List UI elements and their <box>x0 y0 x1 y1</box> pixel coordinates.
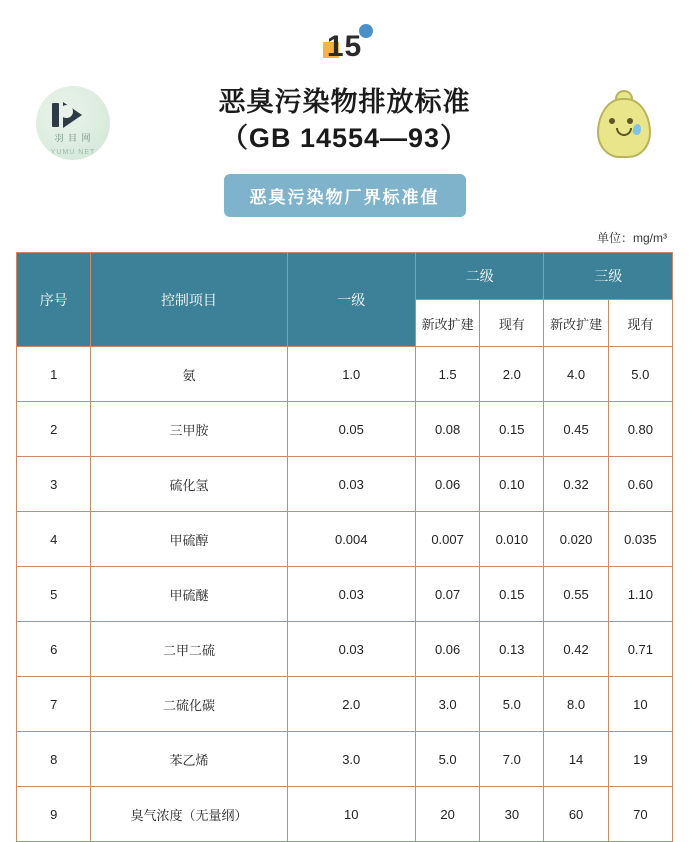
cell-level2-existing: 0.010 <box>480 512 544 567</box>
cell-level2-existing: 2.0 <box>480 347 544 402</box>
cell-level3-existing: 0.71 <box>608 622 672 677</box>
cell-level3-new: 4.0 <box>544 347 608 402</box>
cell-level3-existing: 0.035 <box>608 512 672 567</box>
cell-level2-new: 0.08 <box>415 402 479 457</box>
cell-index: 2 <box>17 402 91 457</box>
cell-level2-existing: 30 <box>480 787 544 842</box>
standards-table-wrap <box>16 252 673 842</box>
cell-level2-existing: 0.15 <box>480 567 544 622</box>
table-row <box>17 512 673 567</box>
cell-level3-existing: 10 <box>608 677 672 732</box>
header-level3-new: 新改扩建 <box>544 300 608 347</box>
table-row <box>17 402 673 457</box>
cell-level1: 0.03 <box>287 622 415 677</box>
cell-level3-existing: 1.10 <box>608 567 672 622</box>
cell-level1: 0.05 <box>287 402 415 457</box>
table-header-row-1 <box>17 253 673 300</box>
logo-bar-shape <box>52 103 59 127</box>
header-level1: 一级 <box>287 253 415 347</box>
header-level3-existing: 现有 <box>608 300 672 347</box>
cell-level2-existing: 0.13 <box>480 622 544 677</box>
page-number-area <box>0 0 689 78</box>
cell-level1: 0.004 <box>287 512 415 567</box>
cell-level2-new: 0.07 <box>415 567 479 622</box>
cell-level3-existing: 0.80 <box>608 402 672 457</box>
cell-level3-new: 0.55 <box>544 567 608 622</box>
cell-level2-existing: 7.0 <box>480 732 544 787</box>
cell-level3-new: 14 <box>544 732 608 787</box>
cell-index: 1 <box>17 347 91 402</box>
cell-level3-new: 8.0 <box>544 677 608 732</box>
mascot-icon <box>589 88 655 160</box>
table-head <box>17 253 673 347</box>
table-row <box>17 677 673 732</box>
cell-level2-new: 0.06 <box>415 622 479 677</box>
section-banner: 恶臭污染物厂界标准值 <box>224 174 466 217</box>
cell-item: 苯乙烯 <box>91 732 287 787</box>
cell-item: 二硫化碳 <box>91 677 287 732</box>
title-row <box>0 78 689 170</box>
cell-level3-new: 0.42 <box>544 622 608 677</box>
cell-index: 4 <box>17 512 91 567</box>
cell-item: 二甲二硫 <box>91 622 287 677</box>
table-row <box>17 732 673 787</box>
page-number: 15 <box>326 30 363 63</box>
cell-item: 氨 <box>91 347 287 402</box>
cell-level2-existing: 5.0 <box>480 677 544 732</box>
cell-level2-existing: 0.10 <box>480 457 544 512</box>
cell-level1: 3.0 <box>287 732 415 787</box>
cell-level2-new: 20 <box>415 787 479 842</box>
header-index: 序号 <box>17 253 91 347</box>
title-line-2: （GB 14554—93） <box>220 123 469 153</box>
cell-level2-new: 3.0 <box>415 677 479 732</box>
cell-item: 臭气浓度（无量纲） <box>91 787 287 842</box>
cell-index: 5 <box>17 567 91 622</box>
header-level2-existing: 现有 <box>480 300 544 347</box>
mascot-eye-left <box>609 118 615 124</box>
logo-circle-shape <box>60 105 73 118</box>
cell-level2-new: 0.06 <box>415 457 479 512</box>
table-row <box>17 787 673 842</box>
header-level3: 三级 <box>544 253 673 300</box>
standards-table <box>16 252 673 842</box>
unit-note: 单位：mg/m³ <box>597 231 667 245</box>
cell-level1: 2.0 <box>287 677 415 732</box>
cell-level1: 10 <box>287 787 415 842</box>
cell-item: 甲硫醚 <box>91 567 287 622</box>
cell-level3-new: 60 <box>544 787 608 842</box>
cell-item: 硫化氢 <box>91 457 287 512</box>
cell-level3-existing: 0.60 <box>608 457 672 512</box>
cell-level3-existing: 19 <box>608 732 672 787</box>
cell-level2-existing: 0.15 <box>480 402 544 457</box>
cell-index: 9 <box>17 787 91 842</box>
cell-item: 三甲胺 <box>91 402 287 457</box>
header-level2-new: 新改扩建 <box>415 300 479 347</box>
section-banner-area <box>0 174 689 217</box>
logo-name: 羽 目 网 <box>54 133 92 143</box>
header-item: 控制项目 <box>91 253 287 347</box>
cell-index: 8 <box>17 732 91 787</box>
table-row <box>17 622 673 677</box>
cell-index: 6 <box>17 622 91 677</box>
title-line-1: 恶臭污染物排放标准 <box>218 87 471 117</box>
cell-level3-existing: 5.0 <box>608 347 672 402</box>
cell-level1: 0.03 <box>287 457 415 512</box>
header-level2: 二级 <box>415 253 543 300</box>
table-row <box>17 347 673 402</box>
cell-level3-new: 0.32 <box>544 457 608 512</box>
cell-level3-new: 0.020 <box>544 512 608 567</box>
cell-index: 7 <box>17 677 91 732</box>
cell-level2-new: 5.0 <box>415 732 479 787</box>
cell-level1: 1.0 <box>287 347 415 402</box>
cell-level2-new: 0.007 <box>415 512 479 567</box>
cell-index: 3 <box>17 457 91 512</box>
cell-item: 甲硫醇 <box>91 512 287 567</box>
site-logo-icon <box>36 86 110 160</box>
cell-level3-new: 0.45 <box>544 402 608 457</box>
cell-level3-existing: 70 <box>608 787 672 842</box>
logo-subname: YUMU NET <box>50 149 96 156</box>
table-body <box>17 347 673 842</box>
table-row <box>17 457 673 512</box>
table-row <box>17 567 673 622</box>
cell-level1: 0.03 <box>287 567 415 622</box>
mascot-eye-right <box>627 118 633 124</box>
cell-level2-new: 1.5 <box>415 347 479 402</box>
